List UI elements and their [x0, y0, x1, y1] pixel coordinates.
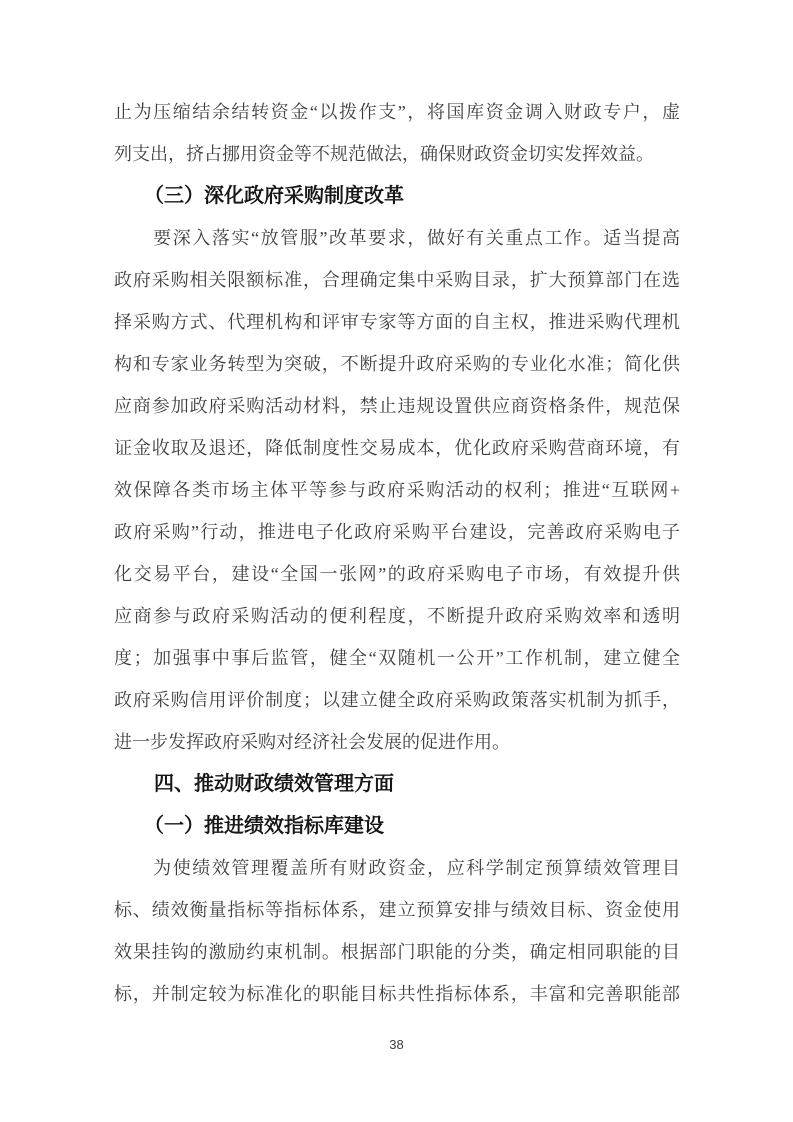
body-line: 应商参与政府采购活动的便利程度，不断提升政府采购效率和透明	[114, 606, 680, 626]
section-heading: 四、推动财政绩效管理方面	[114, 773, 394, 795]
document-text-block	[114, 91, 680, 1015]
body-line: 证金收取及退还，降低制度性交易成本，优化政府采购营商环境，有	[114, 438, 680, 458]
body-line: 为使绩效管理覆盖所有财政资金，应科学制定预算绩效管理目	[114, 858, 680, 878]
body-line: 列支出，挤占挪用资金等不规范做法，确保财政资金切实发挥效益。	[114, 144, 654, 164]
body-line: 度；加强事中事后监管，健全“双随机一公开”工作机制，建立健全	[114, 648, 680, 668]
body-line: 择采购方式、代理机构和评审专家等方面的自主权，推进采购代理机	[114, 312, 680, 332]
body-line: 构和专家业务转型为突破，不断提升政府采购的专业化水准；简化供	[114, 354, 680, 374]
body-line: 政府采购信用评价制度；以建立健全政府采购政策落实机制为抓手，	[114, 690, 680, 710]
body-line: 应商参加政府采购活动材料，禁止违规设置供应商资格条件，规范保	[114, 396, 680, 416]
subsection-heading: （三）深化政府采购制度改革	[114, 185, 404, 207]
body-line: 政府采购”行动，推进电子化政府采购平台建设，完善政府采购电子	[114, 522, 680, 542]
body-line: 政府采购相关限额标准，合理确定集中采购目录，扩大预算部门在选	[114, 270, 680, 290]
body-line: 要深入落实“放管服”改革要求，做好有关重点工作。适当提高	[114, 228, 680, 248]
body-line: 化交易平台，建设“全国一张网”的政府采购电子市场，有效提升供	[114, 564, 680, 584]
body-line: 标、绩效衡量指标等指标体系，建立预算安排与绩效目标、资金使用	[114, 900, 680, 920]
body-line: 止为压缩结余结转资金“以拨作支”，将国库资金调入财政专户，虚	[114, 102, 680, 122]
subsection-heading: （一）推进绩效指标库建设	[114, 815, 384, 837]
body-line: 进一步发挥政府采购对经济社会发展的促进作用。	[114, 732, 510, 752]
body-line: 效保障各类市场主体平等参与政府采购活动的权利；推进“互联网+	[114, 480, 680, 500]
body-line: 标，并制定较为标准化的职能目标共性指标体系，丰富和完善职能部	[114, 984, 680, 1004]
page-number: 38	[389, 1037, 404, 1052]
body-line: 效果挂钩的激励约束机制。根据部门职能的分类，确定相同职能的目	[114, 942, 680, 962]
